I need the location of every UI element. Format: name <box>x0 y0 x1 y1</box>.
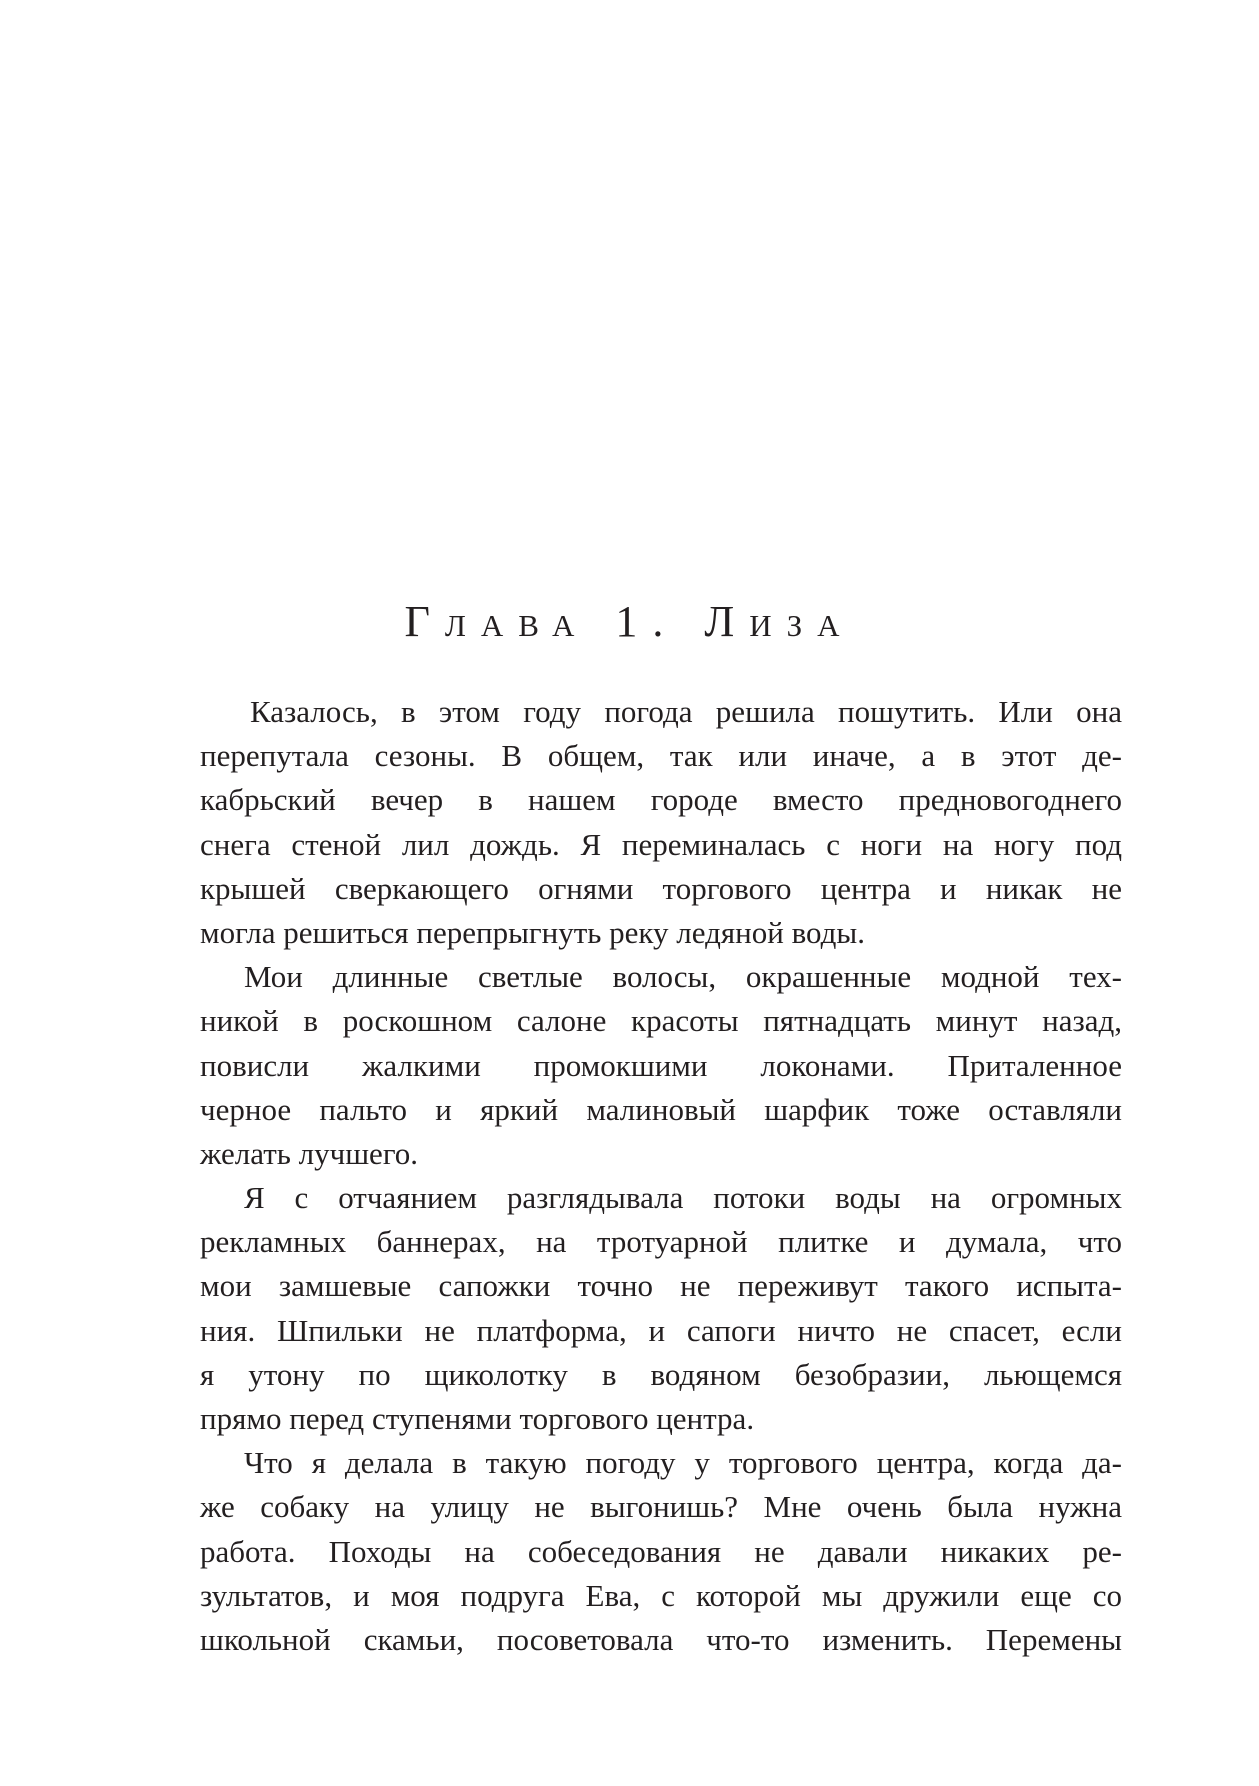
text-line: черное пальто и яркий малиновый шарфик тоже оставляли <box>200 1091 1122 1127</box>
text-line: никой в роскошном салоне красоты пятнадцать минут назад, <box>200 1003 1122 1039</box>
text-line: кабрьский вечер в нашем городе вместо предновогоднего <box>200 782 1122 818</box>
paragraph-1 <box>200 690 1122 955</box>
text-line: повисли жалкими промокшими локонами. Приталенное <box>200 1047 1122 1083</box>
paragraph-4 <box>200 1441 1122 1662</box>
text-line: рекламных баннерах, на тротуарной плитке и думала, что <box>200 1224 1122 1260</box>
text-line: школьной скамьи, посоветовала что-то изменить. Перемены <box>200 1621 1122 1657</box>
text-line: снега стеной лил дождь. Я переминалась с ноги на ногу под <box>200 826 1122 862</box>
text-line: ния. Шпильки не платформа, и сапоги ничто не спасет, если <box>200 1312 1122 1348</box>
text-line: мои замшевые сапожки точно не переживут такого испыта- <box>200 1268 1122 1304</box>
chapter-title: Глава 1. Лиза <box>404 597 855 646</box>
text-line: я утону по щиколотку в водяном безобразии, льющемся <box>200 1356 1122 1392</box>
text-line: зультатов, и моя подруга Ева, с которой мы дружили еще со <box>200 1577 1122 1613</box>
text-line: Я с отчаянием разглядывала потоки воды на огромных <box>244 1180 1122 1216</box>
text-line: могла решиться перепрыгнуть реку ледяной воды. <box>200 914 865 950</box>
paragraph-2 <box>200 955 1122 1176</box>
text-line: работа. Походы на собеседования не давали никаких ре- <box>200 1533 1122 1569</box>
chapter-body <box>200 690 1122 1662</box>
text-line: Что я делала в такую погоду у торгового центра, когда да- <box>244 1445 1122 1481</box>
text-line: желать лучшего. <box>200 1135 419 1171</box>
text-line: прямо перед ступенями торгового центра. <box>200 1401 755 1436</box>
paragraph-3 <box>200 1176 1122 1441</box>
text-line: Казалось, в этом году погода решила пошутить. Или она <box>250 694 1122 729</box>
text-line: крышей сверкающего огнями торгового центра и никак не <box>200 870 1122 906</box>
text-line: Мои длинные светлые волосы, окрашенные модной тех- <box>244 959 1122 995</box>
text-line: перепутала сезоны. В общем, так или иначе, а в этот де- <box>200 738 1122 774</box>
text-line: же собаку на улицу не выгонишь? Мне очень была нужна <box>200 1489 1122 1525</box>
